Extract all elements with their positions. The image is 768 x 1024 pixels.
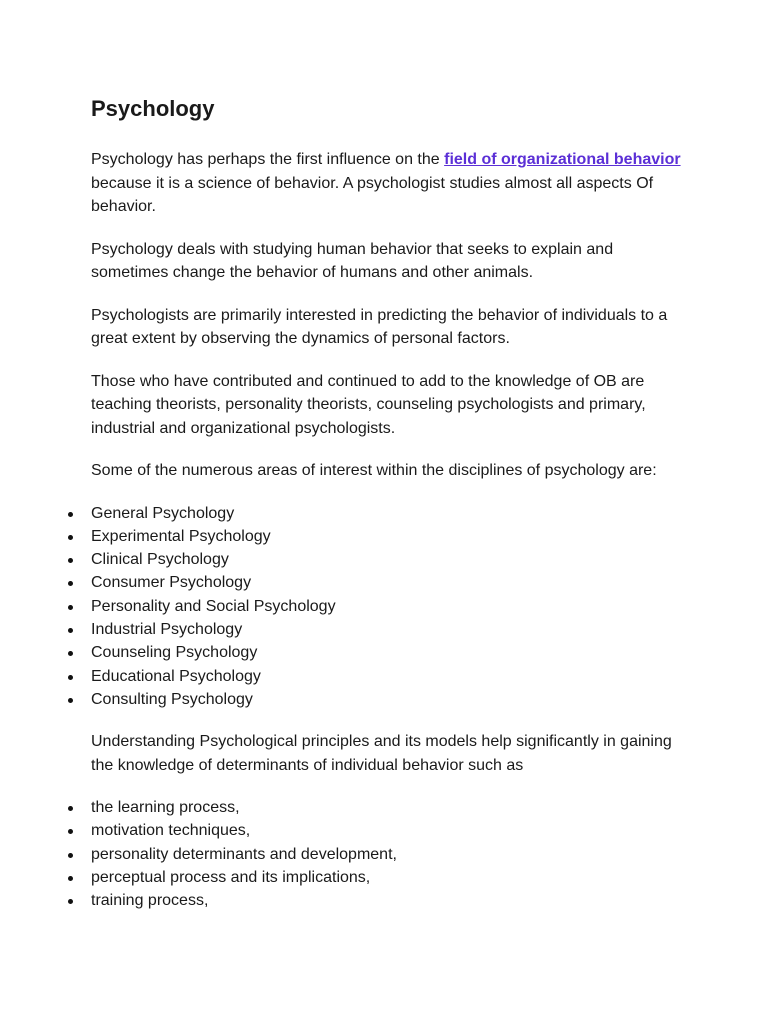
list-item: Industrial Psychology xyxy=(91,618,691,641)
paragraph-interest: Psychologists are primarily interested in predicting the behavior of individuals to a great extent by observing the dynamics of personal factors. xyxy=(91,306,668,347)
intro-text-after: because it is a science of behavior. A psychologist studies almost all aspects Of behavior. xyxy=(91,174,654,215)
list-item: personality determinants and development, xyxy=(91,843,691,866)
list-item: Consulting Psychology xyxy=(91,688,691,711)
paragraph-determinants-intro: Understanding Psychological principles and its models help significantly in gaining the knowledge of determinants of individual behavior such as xyxy=(91,733,672,774)
list-item: perceptual process and its implications, xyxy=(91,866,691,889)
determinants-list xyxy=(91,796,691,912)
list-item: General Psychology xyxy=(91,502,691,525)
intro-paragraph xyxy=(91,148,691,219)
list-item: Consumer Psychology xyxy=(91,571,691,594)
document-body xyxy=(91,92,691,932)
list-item: Personality and Social Psychology xyxy=(91,595,691,618)
organizational-behavior-link[interactable]: field of organizational behavior xyxy=(444,151,681,168)
list-item: training process, xyxy=(91,889,691,912)
list-item: the learning process, xyxy=(91,796,691,819)
list-item: Experimental Psychology xyxy=(91,525,691,548)
intro-text-before: Psychology has perhaps the first influence on the xyxy=(91,151,445,168)
list-item: Clinical Psychology xyxy=(91,548,691,571)
list-item: motivation techniques, xyxy=(91,819,691,842)
page-title: Psychology xyxy=(91,96,215,121)
list-item: Educational Psychology xyxy=(91,665,691,688)
paragraph-definition: Psychology deals with studying human behavior that seeks to explain and sometimes change the behavior of humans and other animals. xyxy=(91,240,614,281)
paragraph-contributors: Those who have contributed and continued to add to the knowledge of OB are teaching theorists, personality theorists, counseling psychologists and primary, industrial and organizational psychologists. xyxy=(91,372,646,437)
areas-list xyxy=(91,502,691,712)
list-item: Counseling Psychology xyxy=(91,641,691,664)
paragraph-areas-intro: Some of the numerous areas of interest within the disciplines of psychology are: xyxy=(91,462,657,479)
